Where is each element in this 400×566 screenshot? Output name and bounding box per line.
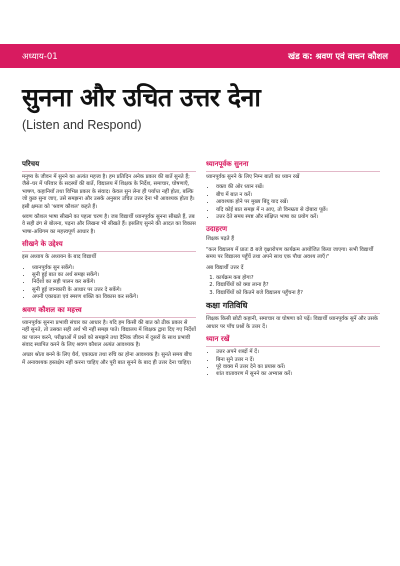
importance-section [22, 306, 196, 367]
intro-paragraph-1: मनुष्य के जीवन में सुनने का अत्यंत महत्त्व है। हम प्रतिदिन अनेक प्रकार की बातें सुनते हैं; जैसे–घर में परिवार के सदस्यों की बातें, विद्यालय में शिक्षक के निर्देश, समाचार, घोषणाएँ, भाषण, कहानियाँ तथा विभिन्न प्रकार के संवाद। केवल सुन लेना ही पर्याप्त नहीं होता, बल्कि जो कुछ सुना जाए, उसे समझना और उसके अनुसार उचित उत्तर देना भी आवश्यक होता है। इसी क्षमता को 'श्रवण कौशल' कहते हैं। [22, 174, 195, 210]
list-item: • सुनी हुई जानकारी के आधार पर उत्तर दे सकेंगे। [32, 287, 196, 294]
divider [22, 251, 196, 252]
divider [206, 346, 380, 347]
objectives-intro: इस अध्याय के अध्ययन के बाद विद्यार्थी [22, 254, 97, 261]
example-heading: उदाहरण [206, 225, 228, 234]
page-title: सुनना और उचित उत्तर देना [22, 83, 261, 112]
example-questions-list [206, 275, 380, 297]
list-item: 3. विद्यार्थियों को कितने बजे विद्यालय पहुँचना है? [216, 290, 380, 297]
importance-heading: श्रवण कौशल का महत्त्व [22, 305, 82, 314]
attentive-list [206, 184, 380, 221]
list-item: 1. कार्यक्रम कब होगा? [216, 275, 380, 282]
list-item: • पूरे वाक्य में उत्तर देने का प्रयास करें। [216, 364, 380, 371]
intro-section [22, 160, 196, 236]
example-intro: शिक्षक पढ़ते हैं [206, 236, 235, 243]
list-item: • निर्देशों का सही पालन कर सकेंगे। [32, 279, 196, 286]
remember-heading: ध्यान रखें [206, 335, 230, 344]
section-label: खंड क: श्रवण एवं वाचन कौशल [288, 51, 388, 62]
example-quote: "कल विद्यालय में प्रातः 8 बजे वृक्षारोपण कार्यक्रम आयोजित किया जाएगा। सभी विद्यार्थी समय पर विद्यालय पहुँचें तथा अपने साथ एक पौधा अवश्य लाएँ।" [206, 246, 374, 261]
objectives-list [22, 265, 196, 302]
remember-list [206, 349, 380, 379]
list-item: • बिना सुने उत्तर न दें। [216, 357, 380, 364]
right-column [206, 160, 380, 383]
list-item: • शांत वातावरण में सुनने का अभ्यास करें। [216, 371, 380, 378]
intro-heading: परिचय [22, 160, 40, 168]
objectives-section [22, 240, 196, 301]
divider [22, 171, 196, 172]
objectives-heading: सीखने के उद्देश्य [22, 240, 63, 249]
list-item: • अपनी एकाग्रता एवं स्मरण शक्ति का विकास कर सकेंगे। [32, 294, 196, 301]
list-item: 2. विद्यार्थियों को क्या लाना है? [216, 282, 380, 289]
divider [206, 171, 380, 172]
page-subtitle: (Listen and Respond) [22, 118, 142, 132]
list-item: • वक्ता की ओर ध्यान रखें। [216, 184, 380, 191]
chapter-number: अध्याय-01 [22, 51, 58, 62]
divider [206, 313, 380, 314]
attentive-heading: ध्यानपूर्वक सुनना [206, 160, 249, 168]
attentive-intro: ध्यानपूर्वक सुनने के लिए निम्न बातों का ध्यान रखें [206, 174, 300, 180]
activity-section [206, 301, 380, 331]
example-section [206, 225, 380, 297]
list-item: • उत्तर अपने शब्दों में दें। [216, 349, 380, 356]
importance-paragraph-2: अच्छा श्रोता बनने के लिए धैर्य, एकाग्रता तथा रुचि का होना आवश्यक है। सुनते समय बीच में अनावश्यक हस्तक्षेप नहीं करना चाहिए और पूरी बात सुनने के बाद ही उत्तर देना चाहिए। [22, 352, 192, 366]
left-column [22, 160, 196, 371]
list-item: • बीच में बात न करें। [216, 192, 380, 199]
activity-text: शिक्षक किसी छोटी कहानी, समाचार या घोषणा को पढ़ें। विद्यार्थी ध्यानपूर्वक सुनें और उसके आधार पर पाँच प्रश्नों के उत्तर दें। [206, 316, 379, 330]
chapter-header-bar [0, 44, 400, 68]
activity-heading: कक्षा गतिविधि [206, 301, 248, 311]
divider [22, 317, 196, 318]
intro-paragraph-2: श्रवण कौशल भाषा सीखने का पहला चरण है। जब विद्यार्थी ध्यानपूर्वक सुनना सीखते हैं, तब वे सही ढंग से बोलना, पढ़ना और लिखना भी सीखते हैं। इसलिए सुनने की आदत का विकास भाषा-अधिगम का महत्त्वपूर्ण आधार है। [22, 214, 196, 235]
list-item: • आवश्यक होने पर मुख्य बिंदु याद रखें। [216, 199, 380, 206]
list-item: • उत्तर देते समय स्पष्ट और संक्षिप्त भाषा का प्रयोग करें। [216, 214, 380, 221]
importance-paragraph-1: ध्यानपूर्वक सुनना प्रभावी संचार का आधार है। यदि हम किसी की बात को ठीक प्रकार से नहीं सुनते, तो उसका सही अर्थ भी नहीं समझ पाते। विद्यालय में शिक्षक द्वारा दिए गए निर्देशों का पालन करने, परीक्षाओं में प्रश्नों को समझने तथा दैनिक जीवन में दूसरों के साथ प्रभावी संवाद स्थापित करने के लिए श्रवण कौशल अत्यंत आवश्यक है। [22, 319, 196, 348]
attentive-section [206, 160, 380, 221]
remember-section [206, 335, 380, 379]
list-item: • ध्यानपूर्वक सुन सकेंगे। [32, 265, 196, 272]
example-questions-intro: अब विद्यार्थी उत्तर दें [206, 264, 244, 271]
list-item: • यदि कोई बात समझ में न आए, तो विनम्रता से दोबारा पूछें। [216, 207, 380, 214]
list-item: • सुनी हुई बात का अर्थ समझ सकेंगे। [32, 272, 196, 279]
